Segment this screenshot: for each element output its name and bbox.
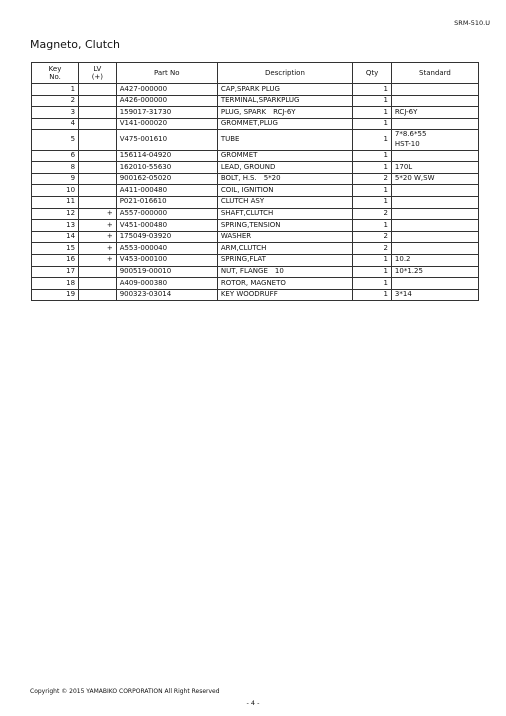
key-cell: 1 [32, 84, 79, 96]
lv-cell: + [79, 208, 117, 220]
std-cell [391, 185, 478, 197]
table-row [32, 266, 479, 278]
column-header-lv: LV (+) [79, 63, 117, 84]
key-cell: 11 [32, 196, 79, 208]
std-cell: 170L [391, 162, 478, 174]
table-row [32, 220, 479, 232]
lv-cell: + [79, 231, 117, 243]
key-cell: 8 [32, 162, 79, 174]
description-cell: SPRING,FLAT [217, 254, 352, 266]
std-cell [391, 231, 478, 243]
description-cell: NUT, FLANGE 10 [217, 266, 352, 278]
key-cell: 19 [32, 289, 79, 301]
std-cell: 5*20 W,SW [391, 173, 478, 185]
description-cell: CLUTCH ASY [217, 196, 352, 208]
key-cell: 9 [32, 173, 79, 185]
std-cell [391, 95, 478, 107]
parts-table-body [32, 84, 479, 301]
key-cell: 10 [32, 185, 79, 197]
qty-cell: 1 [353, 84, 392, 96]
lv-cell [79, 107, 117, 119]
lv-cell [79, 278, 117, 290]
lv-cell: + [79, 243, 117, 255]
lv-cell [79, 130, 117, 150]
part-no-cell: V453-000100 [116, 254, 217, 266]
part-no-cell: 175049-03920 [116, 231, 217, 243]
part-no-cell: 900323-03014 [116, 289, 217, 301]
part-no-cell: A553-000040 [116, 243, 217, 255]
table-row [32, 107, 479, 119]
lv-cell: + [79, 254, 117, 266]
qty-cell: 2 [353, 243, 392, 255]
part-no-cell: A426-000000 [116, 95, 217, 107]
column-header-description: Description [217, 63, 352, 84]
key-cell: 15 [32, 243, 79, 255]
qty-cell: 2 [353, 231, 392, 243]
table-row [32, 130, 479, 150]
lv-cell [79, 196, 117, 208]
description-cell: KEY WOODRUFF [217, 289, 352, 301]
std-cell: 10*1.25 [391, 266, 478, 278]
part-no-cell: V451-000480 [116, 220, 217, 232]
key-cell: 14 [32, 231, 79, 243]
table-row [32, 185, 479, 197]
lv-cell [79, 266, 117, 278]
std-cell [391, 118, 478, 130]
parts-table [31, 62, 479, 301]
std-cell [391, 84, 478, 96]
description-cell: PLUG, SPARK RCJ-6Y [217, 107, 352, 119]
qty-cell: 1 [353, 185, 392, 197]
description-cell: COIL, IGNITION [217, 185, 352, 197]
table-row [32, 162, 479, 174]
description-cell: TERMINAL,SPARKPLUG [217, 95, 352, 107]
key-cell: 3 [32, 107, 79, 119]
lv-cell [79, 185, 117, 197]
qty-cell: 1 [353, 196, 392, 208]
part-no-cell: A409-000380 [116, 278, 217, 290]
table-row [32, 231, 479, 243]
qty-cell: 1 [353, 95, 392, 107]
description-cell: LEAD, GROUND [217, 162, 352, 174]
table-row [32, 150, 479, 162]
part-no-cell: 159017-31730 [116, 107, 217, 119]
key-cell: 17 [32, 266, 79, 278]
page-number: - 4 - [246, 699, 260, 707]
part-no-cell: A557-000000 [116, 208, 217, 220]
qty-cell: 1 [353, 107, 392, 119]
table-row [32, 254, 479, 266]
description-cell: GROMMET,PLUG [217, 118, 352, 130]
std-cell [391, 208, 478, 220]
std-cell: 3*14 [391, 289, 478, 301]
table-row [32, 118, 479, 130]
table-row [32, 208, 479, 220]
qty-cell: 1 [353, 254, 392, 266]
table-row [32, 173, 479, 185]
table-row [32, 95, 479, 107]
section-title: Magneto, Clutch [30, 38, 121, 51]
description-cell: ROTOR, MAGNETO [217, 278, 352, 290]
part-no-cell: A427-000000 [116, 84, 217, 96]
table-row [32, 243, 479, 255]
key-cell: 2 [32, 95, 79, 107]
part-no-cell: 156114-04920 [116, 150, 217, 162]
std-cell: RCJ-6Y [391, 107, 478, 119]
model-number: SRM-510.U [454, 19, 490, 27]
std-cell [391, 150, 478, 162]
qty-cell: 1 [353, 130, 392, 150]
key-cell: 4 [32, 118, 79, 130]
qty-cell: 1 [353, 220, 392, 232]
std-cell [391, 196, 478, 208]
lv-cell [79, 118, 117, 130]
lv-cell: + [79, 220, 117, 232]
qty-cell: 1 [353, 289, 392, 301]
part-no-cell: 162010-55630 [116, 162, 217, 174]
description-cell: ARM,CLUTCH [217, 243, 352, 255]
column-header-qty: Qty [353, 63, 392, 84]
std-cell: 7*8.6*55 HST-10 [391, 130, 478, 150]
lv-cell [79, 95, 117, 107]
table-header-row [32, 63, 479, 84]
qty-cell: 1 [353, 118, 392, 130]
lv-cell [79, 84, 117, 96]
key-cell: 13 [32, 220, 79, 232]
description-cell: SPRING,TENSION [217, 220, 352, 232]
table-row [32, 84, 479, 96]
key-cell: 16 [32, 254, 79, 266]
key-cell: 6 [32, 150, 79, 162]
qty-cell: 1 [353, 162, 392, 174]
description-cell: BOLT, H.S. 5*20 [217, 173, 352, 185]
lv-cell [79, 289, 117, 301]
part-no-cell: 900519-00010 [116, 266, 217, 278]
part-no-cell: A411-000480 [116, 185, 217, 197]
qty-cell: 2 [353, 208, 392, 220]
key-cell: 5 [32, 130, 79, 150]
part-no-cell: P021-016610 [116, 196, 217, 208]
column-header-standard: Standard [391, 63, 478, 84]
std-cell [391, 243, 478, 255]
description-cell: GROMMET [217, 150, 352, 162]
key-cell: 18 [32, 278, 79, 290]
part-no-cell: V141-000020 [116, 118, 217, 130]
lv-cell [79, 173, 117, 185]
part-no-cell: V475-001610 [116, 130, 217, 150]
description-cell: TUBE [217, 130, 352, 150]
qty-cell: 1 [353, 278, 392, 290]
lv-cell [79, 150, 117, 162]
lv-cell [79, 162, 117, 174]
std-cell [391, 220, 478, 232]
description-cell: SHAFT,CLUTCH [217, 208, 352, 220]
qty-cell: 1 [353, 150, 392, 162]
key-cell: 12 [32, 208, 79, 220]
description-cell: CAP,SPARK PLUG [217, 84, 352, 96]
std-cell [391, 278, 478, 290]
qty-cell: 1 [353, 266, 392, 278]
column-header-key: Key No. [32, 63, 79, 84]
table-row [32, 289, 479, 301]
column-header-part-no: Part No [116, 63, 217, 84]
std-cell: 10.2 [391, 254, 478, 266]
part-no-cell: 900162-05020 [116, 173, 217, 185]
qty-cell: 2 [353, 173, 392, 185]
copyright-notice: Copyright © 2015 YAMABIKO CORPORATION All Right Reserved [30, 688, 220, 695]
description-cell: WASHER [217, 231, 352, 243]
table-row [32, 278, 479, 290]
table-row [32, 196, 479, 208]
